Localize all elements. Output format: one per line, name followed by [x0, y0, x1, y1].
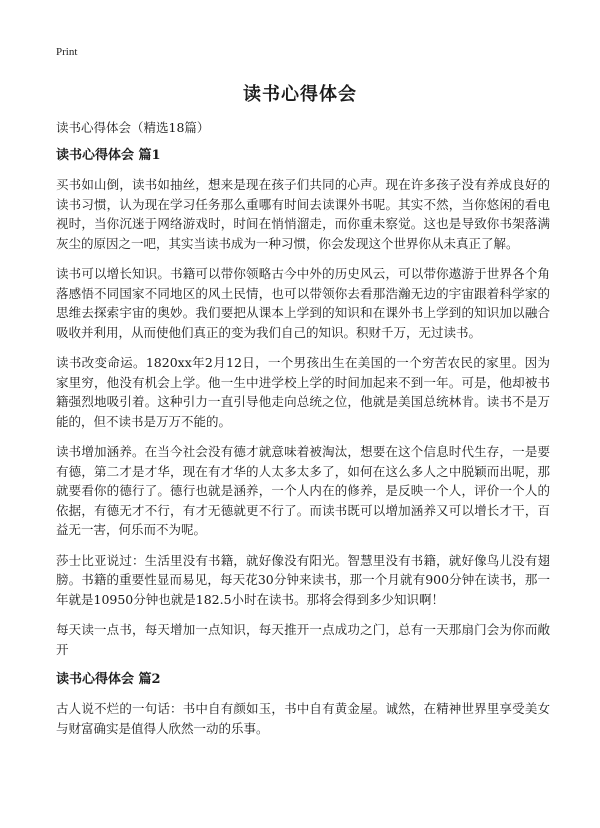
section-heading: 读书心得体会 篇1: [56, 148, 161, 163]
document-title: 读书心得体会: [243, 84, 357, 105]
paragraph: 读书增加涵养。在当今社会没有德才就意味着被淘汰，想要在这个信息时代生存，一是要有德，第二才是才华，现在有才华的人太多太多了，如何在这么多人之中脱颖而出呢，那就要看你的德行了。德行也就是涵养，一个人内在的修养，是反映一个人，评价一个人的依据，有德无才不行，有才无德就更不行了。而读书既可以增加涵养又可以增长才干，百益无一害，何乐而不为呢。: [56, 444, 550, 537]
paragraph: 莎士比亚说过：生活里没有书籍，就好像没有阳光。智慧里没有书籍，就好像鸟儿没有翅膀。书籍的重要性显而易见，每天花30分钟来读书，那一个月就有900分钟在读书，那一年就是10950分钟也就是182.5小时在读书。那将会得到多少知识啊！: [56, 552, 550, 607]
article-body: [56, 118, 550, 749]
paragraph: 古人说不烂的一句话：书中自有颜如玉，书中自有黄金屋。诚然，在精神世界里享受美女与财富确实是值得人欣然一动的乐事。: [56, 701, 550, 736]
paragraph: 读书改变命运。1820xx年2月12日，一个男孩出生在美国的一个穷苦农民的家里。因为家里穷，他没有机会上学。他一生中进学校上学的时间加起来不到一年。可是，他却被书籍强烈地吸引着。这种引力一直引导他走向总统之位，他就是美国总统林肯。读书不是万能的，但不读书是万万不能的。: [56, 355, 550, 429]
paragraph: 读书可以增长知识。书籍可以带你领略古今中外的历史风云，可以带你遨游于世界各个角落感悟不同国家不同地区的风土民情，也可以带领你去看那浩瀚无边的宇宙跟着科学家的思维去探索宇宙的奥妙。我们要把从课本上学到的知识和在课外书上学到的知识加以融合吸收并利用，从而使他们真正的变为我们自己的知识。积财千万，无过读书。: [56, 266, 550, 340]
print-link[interactable]: Print: [56, 46, 78, 58]
section-2: [56, 670, 550, 738]
article-subtitle: 读书心得体会（精选18篇）: [56, 120, 210, 135]
section-1: [56, 146, 550, 659]
paragraph: 买书如山倒，读书如抽丝，想来是现在孩子们共同的心声。现在许多孩子没有养成良好的读书习惯，认为现在学习任务那么重哪有时间去读课外书呢。其实不然，当你悠闲的看电视时，当你沉迷于网络游戏时，时间在悄悄溜走，而你重未察觉。这也是导致你书架落满灰尘的原因之一吧，其实当读书成为一种习惯，你会发现这个世界你从未真正了解。: [56, 177, 550, 251]
paragraph: 每天读一点书，每天增加一点知识，每天推开一点成功之门，总有一天那扇门会为你而敞开: [56, 622, 550, 657]
section-heading: 读书心得体会 篇2: [56, 672, 161, 687]
